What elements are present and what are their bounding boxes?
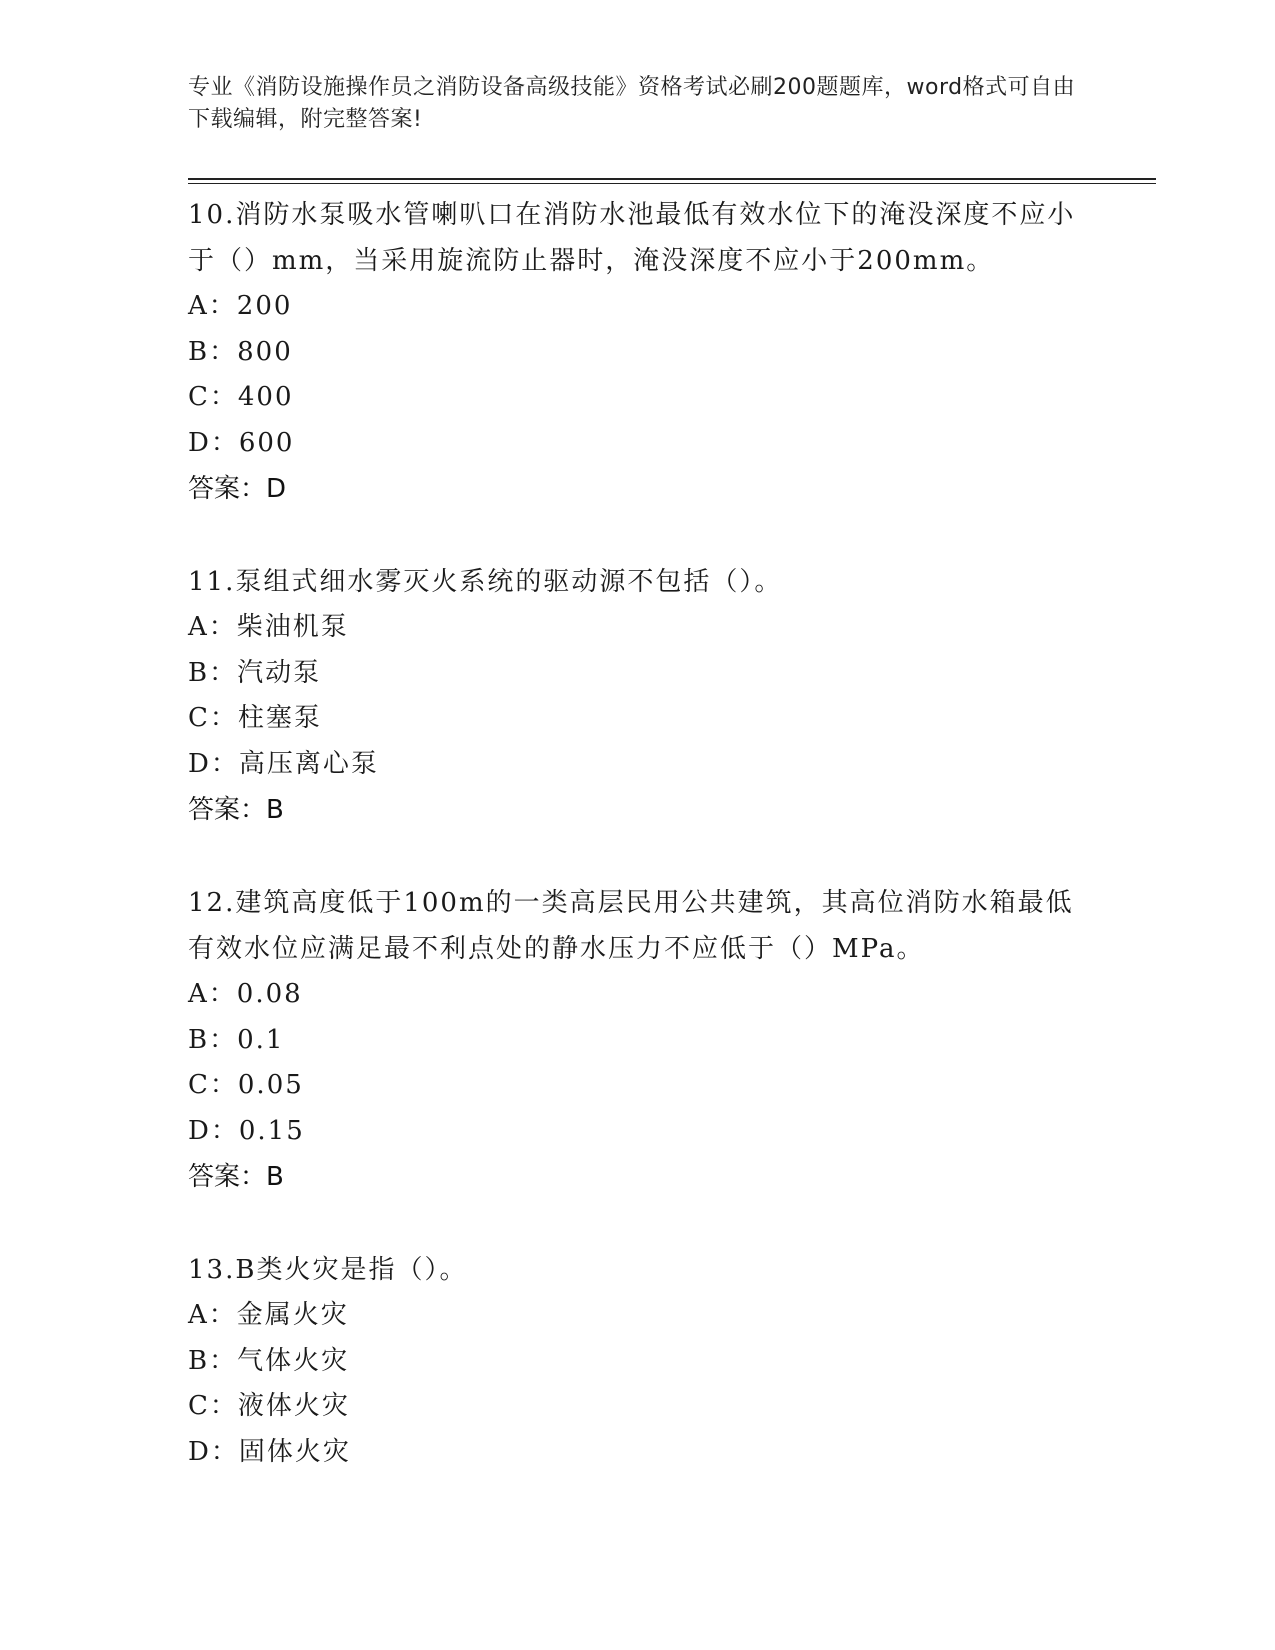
- option-b: B：气体火灾: [188, 1345, 350, 1376]
- answer-label: 答案：B: [188, 795, 284, 825]
- option-b: B：0.1: [188, 1024, 285, 1055]
- header-divider-bottom: [188, 183, 1156, 184]
- header-divider-top: [188, 178, 1156, 180]
- option-c: C：400: [188, 382, 294, 412]
- option-d: D：0.15: [188, 1115, 305, 1146]
- question-12: [188, 880, 1088, 1200]
- question-text: 13.B类火灾是指（）。: [188, 1255, 468, 1285]
- answer-label: 答案：D: [188, 474, 287, 504]
- option-d: D：固体火灾: [188, 1436, 351, 1467]
- option-c: C：0.05: [188, 1070, 304, 1100]
- question-text: 11.泵组式细水雾灭火系统的驱动源不包括（）。: [188, 567, 783, 597]
- question-10: [188, 192, 1088, 512]
- option-c: C：柱塞泵: [188, 703, 322, 733]
- question-text: 10.消防水泵吸水管喇叭口在消防水池最低有效水位下的淹没深度不应小于（）mm，当采用旋流防止器时，淹没深度不应小于200mm。: [188, 200, 1076, 276]
- option-a: A：200: [188, 291, 293, 321]
- option-b: B：800: [188, 336, 293, 367]
- option-c: C：液体火灾: [188, 1391, 350, 1421]
- option-d: D：高压离心泵: [188, 748, 379, 779]
- question-list: [188, 192, 1088, 1522]
- document-header: 专业《消防设施操作员之消防设备高级技能》资格考试必刷200题题库，word格式可自由下载编辑，附完整答案!: [188, 75, 1076, 132]
- option-a: A：金属火灾: [188, 1300, 349, 1330]
- option-a: A：柴油机泵: [188, 612, 349, 642]
- question-13: [188, 1247, 1088, 1475]
- question-text: 12.建筑高度低于100m的一类高层民用公共建筑，其高位消防水箱最低有效水位应满足最不利点处的静水压力不应低于（）MPa。: [188, 888, 1074, 964]
- question-11: [188, 559, 1088, 833]
- option-d: D：600: [188, 427, 295, 458]
- option-a: A：0.08: [188, 979, 303, 1009]
- answer-label: 答案：B: [188, 1162, 284, 1192]
- option-b: B：汽动泵: [188, 657, 322, 688]
